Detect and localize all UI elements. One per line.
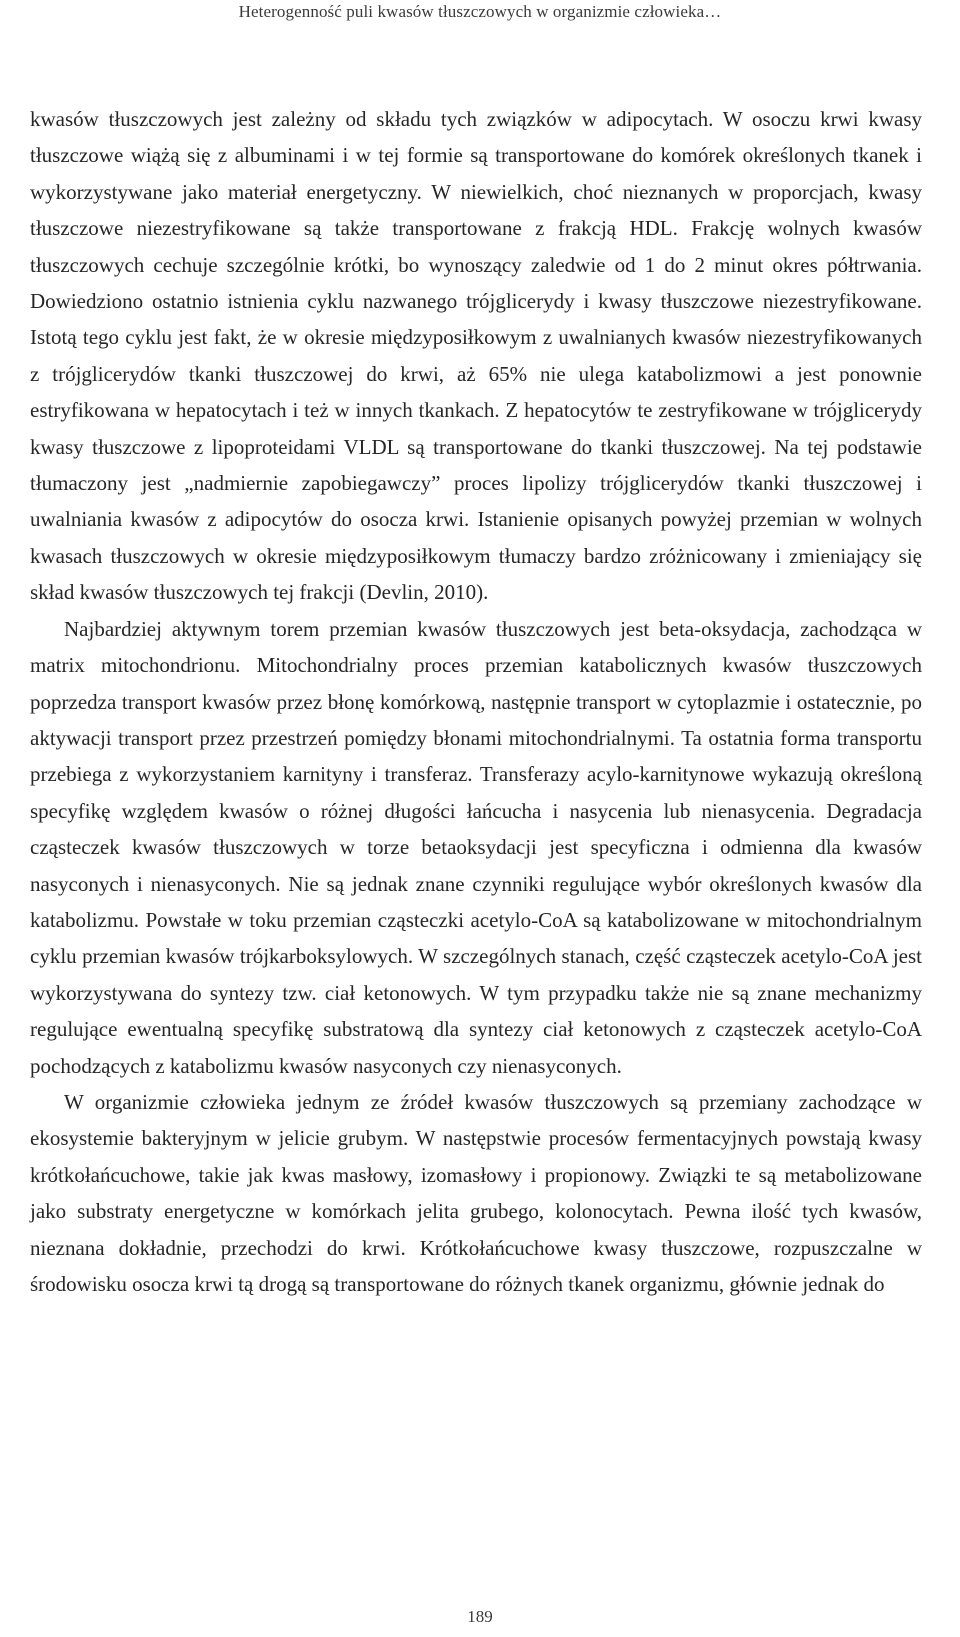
body-text — [30, 101, 922, 1302]
paragraph-2: Najbardziej aktywnym torem przemian kwasów tłuszczowych jest beta-oksydacja, zachodząca w matrix mitochondrionu. Mitochondrialny proces przemian katabolicznych kwasów tłuszczowych poprzedza transport kwasów przez błonę komórkową, następnie transport w cytoplazmie i ostatecznie, po aktywacji transport przez przestrzeń pomiędzy błonami mitochondrialnymi. Ta ostatnia forma transportu przebiega z wykorzystaniem karnityny i transferaz. Transferazy acylo-karnitynowe wykazują określoną specyfikę względem kwasów o różnej długości łańcucha i nasycenia lub nienasycenia. Degradacja cząsteczek kwasów tłuszczowych w torze betaoksydacji jest specyficzna i odmienna dla kwasów nasyconych i nienasyconych. Nie są jednak znane czynniki regulujące wybór określonych kwasów dla katabolizmu. Powstałe w toku przemian cząsteczki acetylo-CoA są katabolizowane w mitochondrialnym cyklu przemian kwasów trójkarboksylowych. W szczególnych stanach, część cząsteczek acetylo-CoA jest wykorzystywana do syntezy tzw. ciał ketonowych. W tym przypadku także nie są znane mechanizmy regulujące ewentualną specyfikę substratową dla syntezy ciał ketonowych z cząsteczek acetylo-CoA pochodzących z katabolizmu kwasów nasyconych czy nienasyconych. — [30, 616, 922, 1078]
running-header: Heterogenność puli kwasów tłuszczowych w organizmie człowieka… — [238, 2, 722, 21]
paragraph-1: kwasów tłuszczowych jest zależny od składu tych związków w adipocytach. W osoczu krwi kwasy tłuszczowe wiążą się z albuminami i w tej formie są transportowane do komórek określonych tkanek i wykorzystywane jako materiał energetyczny. W niewielkich, choć nieznanych w proporcjach, kwasy tłuszczowe niezestryfikowane są także transportowane z frakcją HDL. Frakcję wolnych kwasów tłuszczowych cechuje szczególnie krótki, bo wynoszący zaledwie od 1 do 2 minut okres półtrwania. Dowiedziono ostatnio istnienia cyklu nazwanego trójglicerydy i kwasy tłuszczowe niezestryfikowane. Istotą tego cyklu jest fakt, że w okresie międzyposiłkowym z uwalnianych kwasów niezestryfikowanych z trójglicerydów tkanki tłuszczowej do krwi, aż 65% nie ulega katabolizmowi a jest ponownie estryfikowana w hepatocytach i też w innych tkankach. Z hepatocytów te zestryfikowane w trójglicerydy kwasy tłuszczowe z lipoproteidami VLDL są transportowane do tkanki tłuszczowej. Na tej podstawie tłumaczony jest „nadmiernie zapobiegawczy” proces lipolizy trójglicerydów tkanki tłuszczowej i uwalniania kwasów z adipocytów do osocza krwi. Istanienie opisanych powyżej przemian w wolnych kwasach tłuszczowych w okresie międzyposiłkowym tłumaczy bardzo zróżnicowany i zmieniający się skład kwasów tłuszczowych tej frakcji (Devlin, 2010). — [30, 107, 922, 605]
paragraph-3: W organizmie człowieka jednym ze źródeł kwasów tłuszczowych są przemiany zachodzące w ekosystemie bakteryjnym w jelicie grubym. W następstwie procesów fermentacyjnych powstają kwasy krótkołańcuchowe, takie jak kwas masłowy, izomasłowy i propionowy. Związki te są metabolizowane jako substraty energetyczne w komórkach jelita grubego, kolonocytach. Pewna ilość tych kwasów, nieznana dokładnie, przechodzi do krwi. Krótkołańcuchowe kwasy tłuszczowe, rozpuszczalne w środowisku osocza krwi tą drogą są transportowane do różnych tkanek organizmu, głównie jednak do — [30, 1089, 922, 1296]
page-number: 189 — [467, 1607, 493, 1626]
